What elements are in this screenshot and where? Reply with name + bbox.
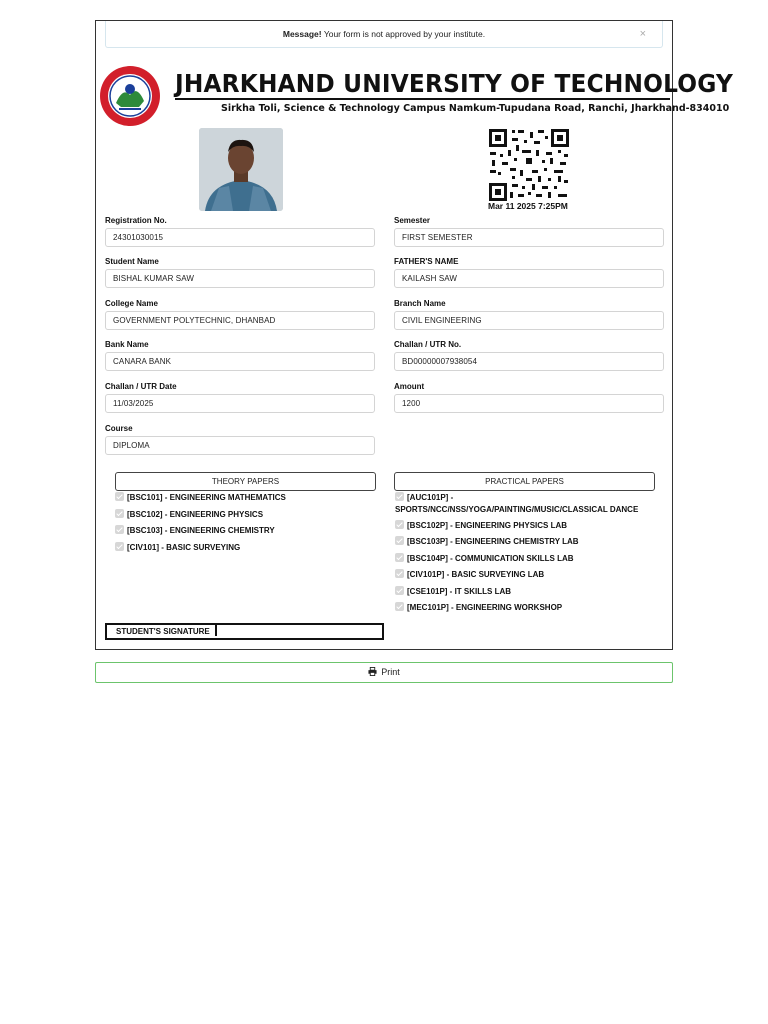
student-photo: [199, 128, 283, 211]
branch-name-field: [394, 298, 664, 330]
field-label: Registration No.: [105, 216, 167, 225]
fathers-name-input[interactable]: KAILASH SAW: [394, 269, 664, 288]
field-label: Semester: [394, 216, 431, 225]
university-name: JHARKHAND UNIVERSITY OF TECHNOLOGY: [175, 69, 733, 98]
print-button[interactable]: [95, 662, 673, 683]
practical-papers-heading: PRACTICAL PAPERS: [394, 472, 655, 491]
challan-no-field: [394, 339, 664, 371]
amount-input[interactable]: 1200: [394, 394, 664, 413]
fathers-name-field: [394, 256, 664, 288]
theory-paper-item: [115, 492, 286, 504]
field-label: Challan / UTR No.: [394, 340, 462, 349]
theory-paper-item: [115, 525, 275, 537]
checked-checkbox-icon[interactable]: [115, 542, 124, 551]
student-photo-image: [199, 128, 283, 211]
checked-checkbox-icon[interactable]: [395, 536, 404, 545]
field-label: College Name: [105, 299, 158, 308]
theory-paper-item: [115, 509, 263, 521]
qr-timestamp: Mar 11 2025 7:25PM: [488, 201, 568, 211]
signature-divider: [215, 625, 217, 636]
field-label: Student Name: [105, 257, 159, 266]
practical-paper-item: [395, 586, 511, 598]
student-name-field: [105, 256, 375, 288]
bank-name-field: [105, 339, 375, 371]
close-icon[interactable]: ×: [639, 28, 646, 40]
paper-label: [MEC101P] - ENGINEERING WORKSHOP: [407, 603, 563, 612]
paper-label: [BSC102] - ENGINEERING PHYSICS: [127, 510, 264, 519]
college-name-input[interactable]: GOVERNMENT POLYTECHNIC, DHANBAD: [105, 311, 375, 330]
practical-paper-item: [395, 569, 544, 581]
university-seal-icon: [99, 65, 161, 127]
checked-checkbox-icon[interactable]: [115, 509, 124, 518]
title-underline: [175, 98, 670, 100]
alert-text: Your form is not approved by your institute.: [321, 29, 486, 39]
paper-label: [BSC104P] - COMMUNICATION SKILLS LAB: [407, 554, 574, 563]
admit-form: [95, 20, 733, 650]
practical-paper-item: [395, 536, 579, 548]
checked-checkbox-icon[interactable]: [395, 602, 404, 611]
practical-paper-item: [395, 602, 562, 614]
theory-papers-heading: THEORY PAPERS: [115, 472, 376, 491]
university-header: [99, 65, 733, 127]
semester-input[interactable]: FIRST SEMESTER: [394, 228, 664, 247]
paper-label: [AUC101P] -: [407, 493, 454, 502]
practical-paper-item: [395, 520, 567, 532]
student-signature-box: [105, 623, 384, 640]
semester-field: [394, 215, 664, 247]
field-label: Bank Name: [105, 340, 149, 349]
qr-code: [488, 128, 570, 202]
checked-checkbox-icon[interactable]: [115, 525, 124, 534]
challan-no-input[interactable]: BD00000007938054: [394, 352, 664, 371]
field-label: FATHER'S NAME: [394, 257, 459, 266]
checked-checkbox-icon[interactable]: [395, 520, 404, 529]
bank-name-input[interactable]: CANARA BANK: [105, 352, 375, 371]
paper-label: [BSC102P] - ENGINEERING PHYSICS LAB: [407, 521, 568, 530]
print-label: Print: [381, 667, 400, 677]
checked-checkbox-icon[interactable]: [395, 586, 404, 595]
practical-paper-item-continued: SPORTS/NCC/NSS/YOGA/PAINTING/MUSIC/CLASSICAL DANCE: [395, 505, 639, 514]
paper-label: [BSC103] - ENGINEERING CHEMISTRY: [127, 526, 275, 535]
challan-date-input[interactable]: 11/03/2025: [105, 394, 375, 413]
field-label: Branch Name: [394, 299, 446, 308]
signature-label: STUDENT'S SIGNATURE: [116, 627, 210, 636]
course-field: [105, 423, 375, 455]
registration-no-field: [105, 215, 375, 247]
university-address: Sirkha Toli, Science & Technology Campus Namkum-Tupudana Road, Ranchi, Jharkhand-834010: [221, 103, 730, 114]
college-name-field: [105, 298, 375, 330]
challan-date-field: [105, 381, 375, 413]
branch-name-input[interactable]: CIVIL ENGINEERING: [394, 311, 664, 330]
checked-checkbox-icon[interactable]: [395, 492, 404, 501]
theory-paper-item: [115, 542, 240, 554]
alert-message: [105, 21, 663, 48]
alert-strong: Message!: [282, 29, 322, 39]
paper-label: [BSC103P] - ENGINEERING CHEMISTRY LAB: [407, 537, 579, 546]
registration-no-input[interactable]: 24301030015: [105, 228, 375, 247]
checked-checkbox-icon[interactable]: [395, 553, 404, 562]
amount-field: [394, 381, 664, 413]
printer-icon: [368, 667, 377, 676]
course-input[interactable]: DIPLOMA: [105, 436, 375, 455]
paper-label: [CIV101] - BASIC SURVEYING: [127, 543, 241, 552]
paper-label: [CIV101P] - BASIC SURVEYING LAB: [407, 570, 545, 579]
field-label: Amount: [394, 382, 425, 391]
paper-label: [BSC101] - ENGINEERING MATHEMATICS: [127, 493, 286, 502]
field-label: Challan / UTR Date: [105, 382, 177, 391]
practical-paper-item: [395, 553, 574, 565]
field-label: Course: [105, 424, 133, 433]
student-name-input[interactable]: BISHAL KUMAR SAW: [105, 269, 375, 288]
paper-label: [CSE101P] - IT SKILLS LAB: [407, 587, 512, 596]
checked-checkbox-icon[interactable]: [115, 492, 124, 501]
practical-paper-item: [395, 492, 453, 504]
checked-checkbox-icon[interactable]: [395, 569, 404, 578]
